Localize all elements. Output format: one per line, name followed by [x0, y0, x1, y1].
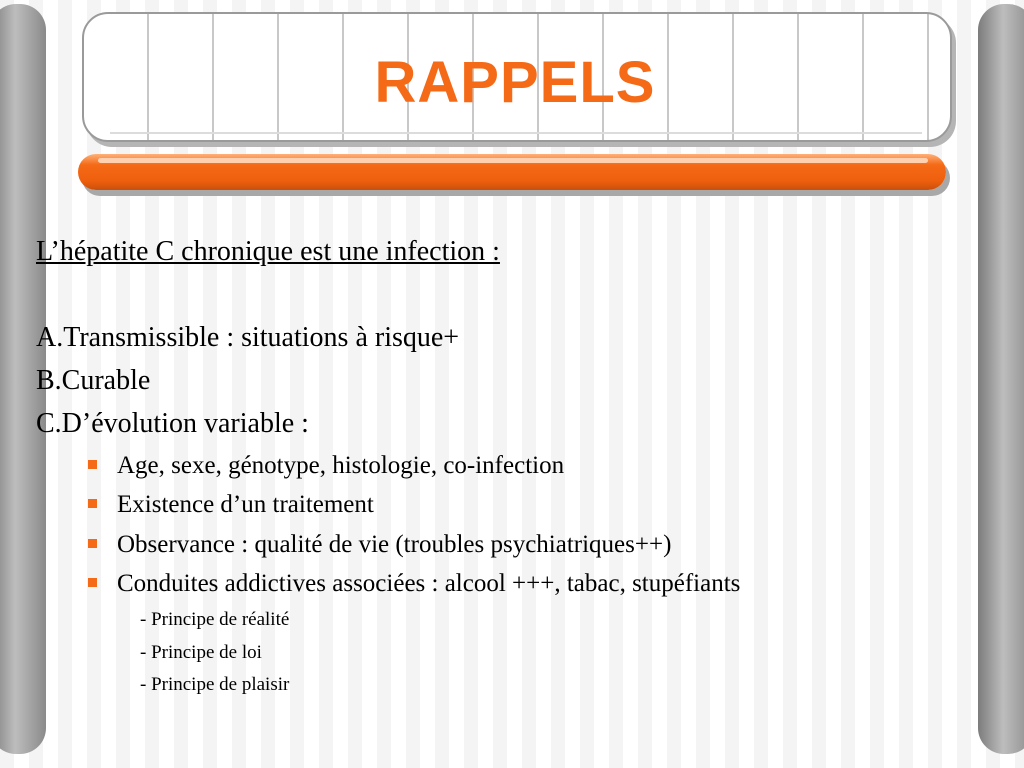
bullet-square-icon	[88, 578, 97, 587]
bullet-square-icon	[88, 460, 97, 469]
divider-highlight	[98, 158, 928, 163]
bullet-text: Existence d’un traitement	[117, 491, 374, 518]
bullet-item	[88, 570, 740, 598]
point-c: C.D’évolution variable :	[36, 408, 309, 439]
bullet-square-icon	[88, 499, 97, 508]
bullet-text: Observance : qualité de vie (troubles psychiatriques++)	[117, 531, 672, 558]
slide-title: RAPPELS	[374, 50, 656, 115]
sub-item: - Principe de plaisir	[140, 674, 290, 695]
sub-item: - Principe de loi	[140, 642, 262, 663]
title-frame-shine	[110, 132, 922, 134]
bullet-text: Age, sexe, génotype, histologie, co-infection	[117, 452, 565, 479]
bullet-item	[88, 531, 671, 559]
body-heading: L’hépatite C chronique est une infection :	[36, 236, 500, 267]
bullet-square-icon	[88, 539, 97, 548]
sub-item: - Principe de réalité	[140, 609, 290, 630]
point-a: A.Transmissible : situations à risque+	[36, 322, 460, 353]
bullet-item	[88, 491, 374, 519]
bullet-item	[88, 452, 564, 480]
bullet-text: Conduites addictives associées : alcool +++, tabac, stupéfiants	[117, 570, 741, 597]
point-b: B.Curable	[36, 365, 151, 396]
right-decorative-pillar	[978, 4, 1024, 754]
